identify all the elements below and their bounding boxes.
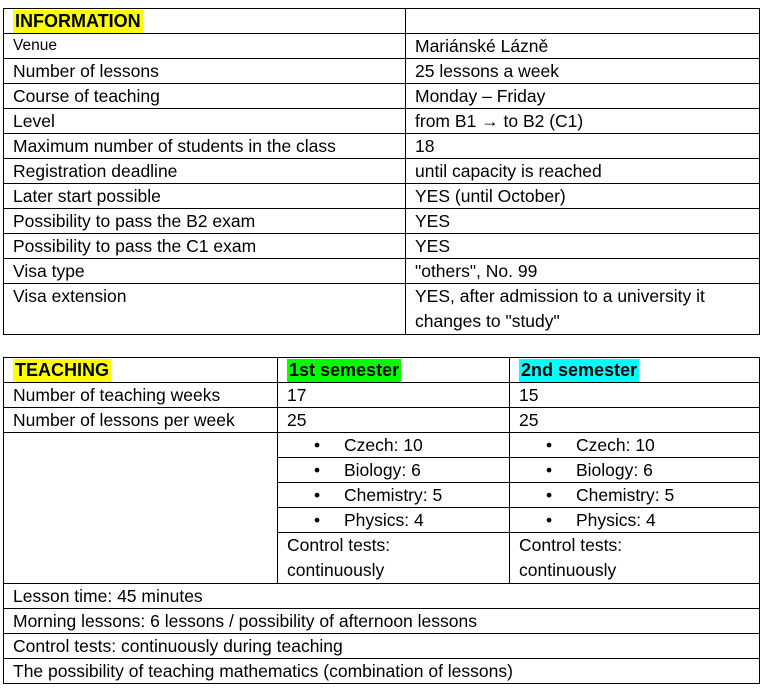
row-label: Level (4, 109, 406, 134)
table-row (4, 284, 760, 335)
information-title: INFORMATION (15, 11, 141, 31)
teaching-title: TEACHING (15, 360, 109, 380)
semester1-value: 25 (278, 408, 510, 433)
table-row (4, 134, 760, 159)
row-label: Later start possible (4, 184, 406, 209)
subject-item: Biology: 6 (576, 460, 653, 480)
row-value: YES (406, 234, 760, 259)
bullet-icon: • (314, 435, 321, 455)
note-row (4, 609, 760, 634)
table-row (4, 209, 760, 234)
note-row (4, 634, 760, 659)
row-label: Number of teaching weeks (4, 383, 278, 408)
control-tests-s1: Control tests: continuously (278, 533, 510, 584)
row-value: Monday – Friday (406, 84, 760, 109)
row-value: YES (until October) (406, 184, 760, 209)
semester2-header: 2nd semester (521, 360, 638, 380)
row-value: Mariánské Lázně (406, 34, 760, 59)
semester1-value: 17 (278, 383, 510, 408)
subject-item: Chemistry: 5 (576, 485, 675, 505)
information-header-row (4, 9, 760, 34)
teaching-header-row (4, 358, 760, 383)
row-label: Number of lessons (4, 59, 406, 84)
teaching-table (3, 357, 760, 684)
bullet-icon: • (546, 460, 553, 480)
note-row (4, 659, 760, 684)
note: Lesson time: 45 minutes (4, 584, 760, 609)
row-label: Visa extension (4, 284, 406, 335)
row-value: 18 (406, 134, 760, 159)
subject-item: Physics: 4 (576, 510, 656, 530)
subject-item: Czech: 10 (344, 435, 423, 455)
table-row (4, 109, 760, 134)
note: The possibility of teaching mathematics (combination of lessons) (4, 659, 760, 684)
table-row (4, 159, 760, 184)
table-row (4, 259, 760, 284)
semester1-header: 1st semester (289, 360, 400, 380)
row-label: Possibility to pass the C1 exam (4, 234, 406, 259)
table-row (4, 408, 760, 433)
row-value: YES, after admission to a university it changes to "study" (406, 284, 760, 335)
row-value: "others", No. 99 (406, 259, 760, 284)
row-label: Visa type (4, 259, 406, 284)
row-label: Possibility to pass the B2 exam (4, 209, 406, 234)
bullet-icon: • (314, 460, 321, 480)
bullet-icon: • (546, 510, 553, 530)
subject-item: Chemistry: 5 (344, 485, 443, 505)
note: Control tests: continuously during teaching (4, 634, 760, 659)
table-row (4, 59, 760, 84)
note: Morning lessons: 6 lessons / possibility of afternoon lessons (4, 609, 760, 634)
bullet-icon: • (546, 485, 553, 505)
semester2-value: 25 (510, 408, 760, 433)
row-label: Number of lessons per week (4, 408, 278, 433)
table-row (4, 34, 760, 59)
row-label: Venue (4, 34, 406, 59)
subject-item: Physics: 4 (344, 510, 424, 530)
note-row (4, 584, 760, 609)
row-value: YES (406, 209, 760, 234)
row-label: Course of teaching (4, 84, 406, 109)
semester2-value: 15 (510, 383, 760, 408)
table-row (4, 383, 760, 408)
subject-row (4, 433, 760, 458)
bullet-icon: • (314, 485, 321, 505)
row-value: 25 lessons a week (406, 59, 760, 84)
bullet-icon: • (546, 435, 553, 455)
row-value: until capacity is reached (406, 159, 760, 184)
information-table (3, 8, 760, 335)
table-row (4, 234, 760, 259)
control-tests-s2: Control tests: continuously (510, 533, 760, 584)
row-label: Registration deadline (4, 159, 406, 184)
table-row (4, 184, 760, 209)
bullet-icon: • (314, 510, 321, 530)
subject-item: Czech: 10 (576, 435, 655, 455)
subject-item: Biology: 6 (344, 460, 421, 480)
row-value: from B1 → to B2 (C1) (406, 109, 760, 134)
row-label: Maximum number of students in the class (4, 134, 406, 159)
table-row (4, 84, 760, 109)
